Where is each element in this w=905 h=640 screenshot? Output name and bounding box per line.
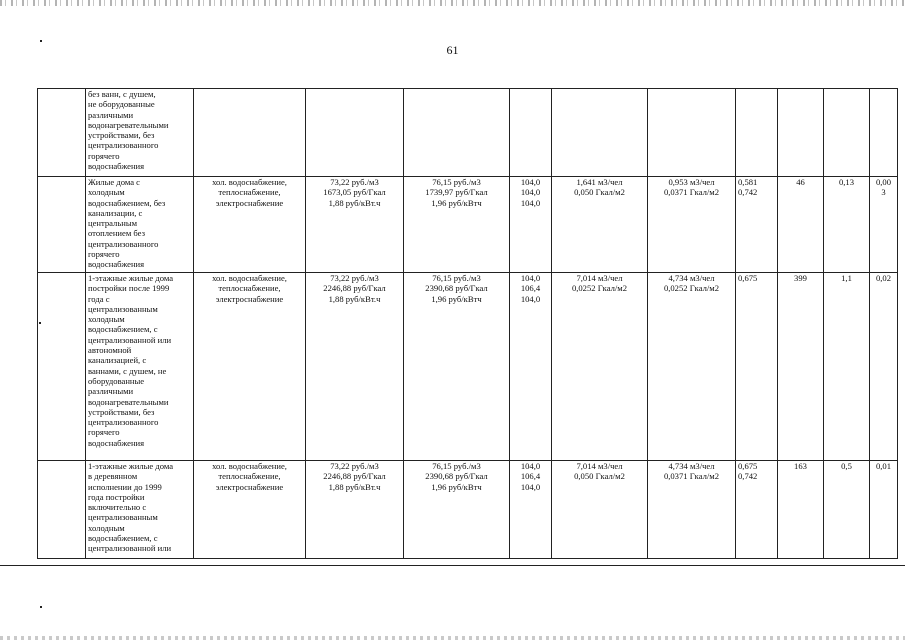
cell-line: 104,0 (520, 197, 541, 208)
cell-norm-b (648, 461, 736, 559)
cell-tariff-new (404, 177, 510, 273)
cell-line: 1,641 м3/чел (576, 177, 623, 187)
cell-line: 104,0 (520, 187, 541, 198)
cell-line: 3 (881, 187, 886, 198)
cell-norm-a (552, 461, 648, 559)
cell-line: канализацией, с (88, 355, 147, 366)
cell-blank (38, 177, 86, 273)
cell-index (510, 461, 552, 559)
cell-line: 1,96 руб/кВтч (431, 481, 482, 492)
cell-line: водоснабжением, с (88, 533, 158, 544)
cell-line: централизованным (88, 512, 158, 523)
cell-line: горячего (88, 249, 120, 260)
cell-blank (38, 273, 86, 461)
cell-line: 1,88 руб/кВт.ч (328, 481, 381, 492)
cell-line: включительно с (88, 502, 147, 513)
cell-coefficient (736, 461, 778, 559)
cell-line: 7,014 м3/чел (576, 461, 623, 471)
cell-index (510, 177, 552, 273)
cell-services (194, 177, 306, 273)
cell-line: электроснабжение (215, 481, 284, 492)
cell-tariff-base (306, 89, 404, 177)
cell-line: хол. водоснабжение, (212, 461, 287, 471)
cell-line: устройствами, без (88, 130, 155, 141)
cell-c11 (870, 89, 898, 177)
cell-index (510, 273, 552, 461)
cell-line: 2390,68 руб/Гкал (425, 283, 488, 294)
cell-line: 1,88 руб/кВт.ч (328, 197, 381, 208)
cell-line: исполнении до 1999 (88, 481, 162, 492)
cell-c10: 0,5 (824, 461, 870, 559)
cell-line: 2390,68 руб/Гкал (425, 471, 488, 482)
cell-c10: 0,13 (824, 177, 870, 273)
cell-line: теплоснабжение, (218, 187, 281, 198)
table-row (38, 177, 898, 273)
cell-tariff-new (404, 461, 510, 559)
cell-line: 0,050 Гкал/м2 (574, 471, 625, 482)
cell-tariff-base (306, 177, 404, 273)
cell-line: холодным (88, 314, 125, 325)
cell-c11 (870, 273, 898, 461)
cell-line: 76,15 руб./м3 (432, 273, 481, 283)
cell-line: 0,675 (738, 273, 758, 283)
page-number: 61 (446, 43, 459, 57)
cell-coefficient (736, 177, 778, 273)
cell-line: автономной (88, 345, 132, 356)
scan-speck (40, 606, 42, 608)
cell-c11 (870, 461, 898, 559)
cell-line: 0,0371 Гкал/м2 (663, 471, 720, 482)
cell-line: 2246,88 руб/Гкал (323, 471, 386, 482)
cell-line: централизованного (88, 238, 159, 249)
cell-line: электроснабжение (215, 197, 284, 208)
cell-line: 2246,88 руб/Гкал (323, 283, 386, 294)
cell-line: водоснабжения (88, 437, 145, 448)
cell-line: 4,734 м3/чел (668, 273, 715, 283)
cell-norm-a (552, 273, 648, 461)
cell-line: 0,742 (738, 187, 758, 198)
cell-line: 73,22 руб./м3 (330, 273, 379, 283)
cell-line: водоснабжением, без (88, 197, 166, 208)
cell-line: 7,014 м3/чел (576, 273, 623, 283)
cell-line: 104,0 (520, 461, 541, 471)
cell-c9: 46 (778, 177, 824, 273)
cell-index (510, 89, 552, 177)
cell-tariff-base (306, 461, 404, 559)
cell-norm-a (552, 89, 648, 177)
cell-line: 1,96 руб/кВтч (431, 197, 482, 208)
cell-coefficient (736, 273, 778, 461)
cell-c9: 399 (778, 273, 824, 461)
cell-line: горячего (88, 427, 120, 438)
page-bottom-rule (0, 565, 905, 566)
cell-line: водоснабжением, с (88, 324, 158, 335)
cell-services (194, 273, 306, 461)
cell-tariff-new (404, 89, 510, 177)
cell-description (86, 273, 194, 461)
cell-line: 76,15 руб./м3 (432, 461, 481, 471)
cell-description (86, 177, 194, 273)
cell-line: водонагревательными (88, 396, 169, 407)
cell-c10 (824, 89, 870, 177)
cell-line: централизованной или (88, 543, 172, 554)
cell-line: 0,00 (875, 177, 892, 187)
cell-line: без ванн, с душем, (88, 89, 156, 99)
cell-line: централизованной или (88, 334, 172, 345)
cell-line: 1739,97 руб/Гкал (425, 187, 488, 198)
cell-line: 0,0252 Гкал/м2 (571, 283, 628, 294)
scan-edge-bottom (0, 636, 905, 640)
cell-line: 1673,05 руб/Гкал (323, 187, 386, 198)
cell-norm-b (648, 177, 736, 273)
cell-services (194, 461, 306, 559)
cell-line: года с (88, 293, 110, 304)
cell-line: 0,02 (875, 273, 892, 283)
scan-edge-top (0, 0, 905, 6)
cell-line: устройствами, без (88, 406, 155, 417)
cell-line: холодным (88, 187, 125, 198)
cell-line: хол. водоснабжение, (212, 273, 287, 283)
cell-coefficient (736, 89, 778, 177)
cell-line: 4,734 м3/чел (668, 461, 715, 471)
cell-blank (38, 461, 86, 559)
cell-c10: 1,1 (824, 273, 870, 461)
cell-tariff-new (404, 273, 510, 461)
cell-line: 76,15 руб./м3 (432, 177, 481, 187)
cell-line: 0,581 (738, 177, 758, 187)
table-row (38, 273, 898, 461)
cell-c9 (778, 89, 824, 177)
cell-line: 1,96 руб/кВтч (431, 293, 482, 304)
cell-norm-b (648, 89, 736, 177)
cell-line: различными (88, 109, 134, 120)
cell-line: отоплением без (88, 228, 145, 239)
cell-line: Жилые дома с (88, 177, 140, 187)
cell-line: ваннами, с душем, не (88, 365, 167, 376)
cell-line: теплоснабжение, (218, 283, 281, 294)
cell-line: 0,953 м3/чел (668, 177, 715, 187)
cell-line: холодным (88, 522, 125, 533)
cell-line: водоснабжения (88, 161, 145, 172)
cell-line: 0,675 (738, 461, 758, 471)
cell-line: централизованного (88, 140, 159, 151)
cell-description (86, 89, 194, 177)
cell-line: 1-этажные жилые дома (88, 273, 174, 283)
cell-line: 104,0 (520, 293, 541, 304)
cell-line: горячего (88, 150, 120, 161)
cell-line: 73,22 руб./м3 (330, 177, 379, 187)
cell-norm-a (552, 177, 648, 273)
cell-line: 106,4 (520, 283, 541, 294)
cell-line: водонагревательными (88, 119, 169, 130)
cell-line: 0,742 (738, 471, 758, 482)
cell-description (86, 461, 194, 559)
cell-c11 (870, 177, 898, 273)
cell-c9: 163 (778, 461, 824, 559)
cell-line: централизованного (88, 417, 159, 428)
cell-blank (38, 89, 86, 177)
cell-line: 1-этажные жилые дома (88, 461, 174, 471)
cell-line: 0,050 Гкал/м2 (574, 187, 625, 198)
cell-line: различными (88, 386, 134, 397)
cell-line: года постройки (88, 491, 145, 502)
cell-line: 1,88 руб/кВт.ч (328, 293, 381, 304)
cell-line: 106,4 (520, 471, 541, 482)
cell-line: теплоснабжение, (218, 471, 281, 482)
cell-line: центральным (88, 218, 138, 229)
cell-line: электроснабжение (215, 293, 284, 304)
cell-line: централизованным (88, 303, 158, 314)
cell-norm-b (648, 273, 736, 461)
table-row (38, 89, 898, 177)
cell-line: 104,0 (520, 481, 541, 492)
cell-line: 0,0371 Гкал/м2 (663, 187, 720, 198)
cell-line: не оборудованные (88, 99, 155, 110)
cell-line: хол. водоснабжение, (212, 177, 287, 187)
cell-line: 104,0 (520, 177, 541, 187)
table-row (38, 461, 898, 559)
cell-line: 0,01 (875, 461, 892, 471)
cell-line: 73,22 руб./м3 (330, 461, 379, 471)
scan-speck (40, 40, 42, 42)
cell-line: оборудованные (88, 375, 145, 386)
cell-line: 0,0252 Гкал/м2 (663, 283, 720, 294)
cell-line: постройки после 1999 (88, 283, 170, 294)
cell-tariff-base (306, 273, 404, 461)
cell-line: водоснабжения (88, 259, 145, 270)
cell-line: канализации, с (88, 207, 143, 218)
cell-services (194, 89, 306, 177)
cell-line: в деревянном (88, 471, 138, 482)
tariff-table (37, 88, 898, 559)
cell-line: 104,0 (520, 273, 541, 283)
